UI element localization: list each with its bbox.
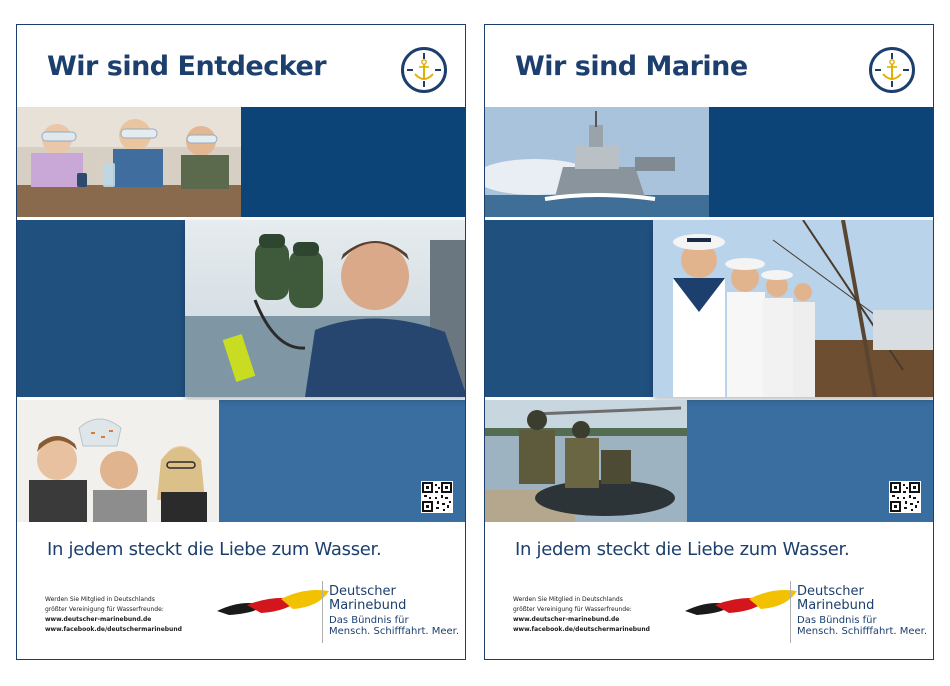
logo-tag-line: Das Bündnis für [329,615,409,626]
info-line: größter Vereinigung für Wasserfreunde: [45,606,164,613]
logo-name-line: Marinebund [329,598,407,613]
photo-divers-boat [485,400,687,522]
slogan: In jedem steckt die Liebe zum Wasser. [47,539,382,560]
logo-name-line: Marinebund [797,598,875,613]
photo-sailors-ceremony [653,220,934,397]
photo-young-people-fish [17,400,219,522]
facebook-link[interactable]: www.facebook.de/deutschermarinebund [513,626,650,633]
logo-name-line: Deutscher [797,584,864,599]
logo-divider [790,581,791,643]
logo-tag-line: Mensch. Schifffahrt. Meer. [797,626,928,637]
anchor-icon [401,47,447,93]
poster-title: Wir sind Entdecker [47,51,327,82]
facebook-link[interactable]: www.facebook.de/deutschermarinebund [45,626,182,633]
poster-title: Wir sind Marine [515,51,748,82]
logo-tagline [797,615,927,637]
anchor-icon [869,47,915,93]
info-line: Werden Sie Mitglied in Deutschlands [45,596,155,603]
photo-credit-vertical [489,230,495,380]
membership-info [513,595,650,635]
poster-entdecker [16,24,466,660]
logo-name-line: Deutscher [329,584,396,599]
website-link[interactable]: www.deutscher-marinebund.de [513,616,620,623]
membership-info [45,595,182,635]
logo-wordmark [797,585,874,613]
slogan: In jedem steckt die Liebe zum Wasser. [515,539,850,560]
qr-code-icon [421,481,453,513]
photo-binoculars-sailor [185,220,466,397]
flag-swoosh-logo [685,585,797,623]
logo-wordmark [329,585,406,613]
photo-children-experiment [17,107,241,217]
logo-tag-line: Das Bündnis für [797,615,877,626]
poster-marine [484,24,934,660]
logo-tag-line: Mensch. Schifffahrt. Meer. [329,626,460,637]
photo-credit-vertical [21,230,27,380]
info-line: größter Vereinigung für Wasserfreunde: [513,606,632,613]
qr-code-icon [889,481,921,513]
logo-divider [322,581,323,643]
logo-tagline [329,615,459,637]
website-link[interactable]: www.deutscher-marinebund.de [45,616,152,623]
flag-swoosh-logo [217,585,329,623]
info-line: Werden Sie Mitglied in Deutschlands [513,596,623,603]
photo-warship [485,107,709,217]
